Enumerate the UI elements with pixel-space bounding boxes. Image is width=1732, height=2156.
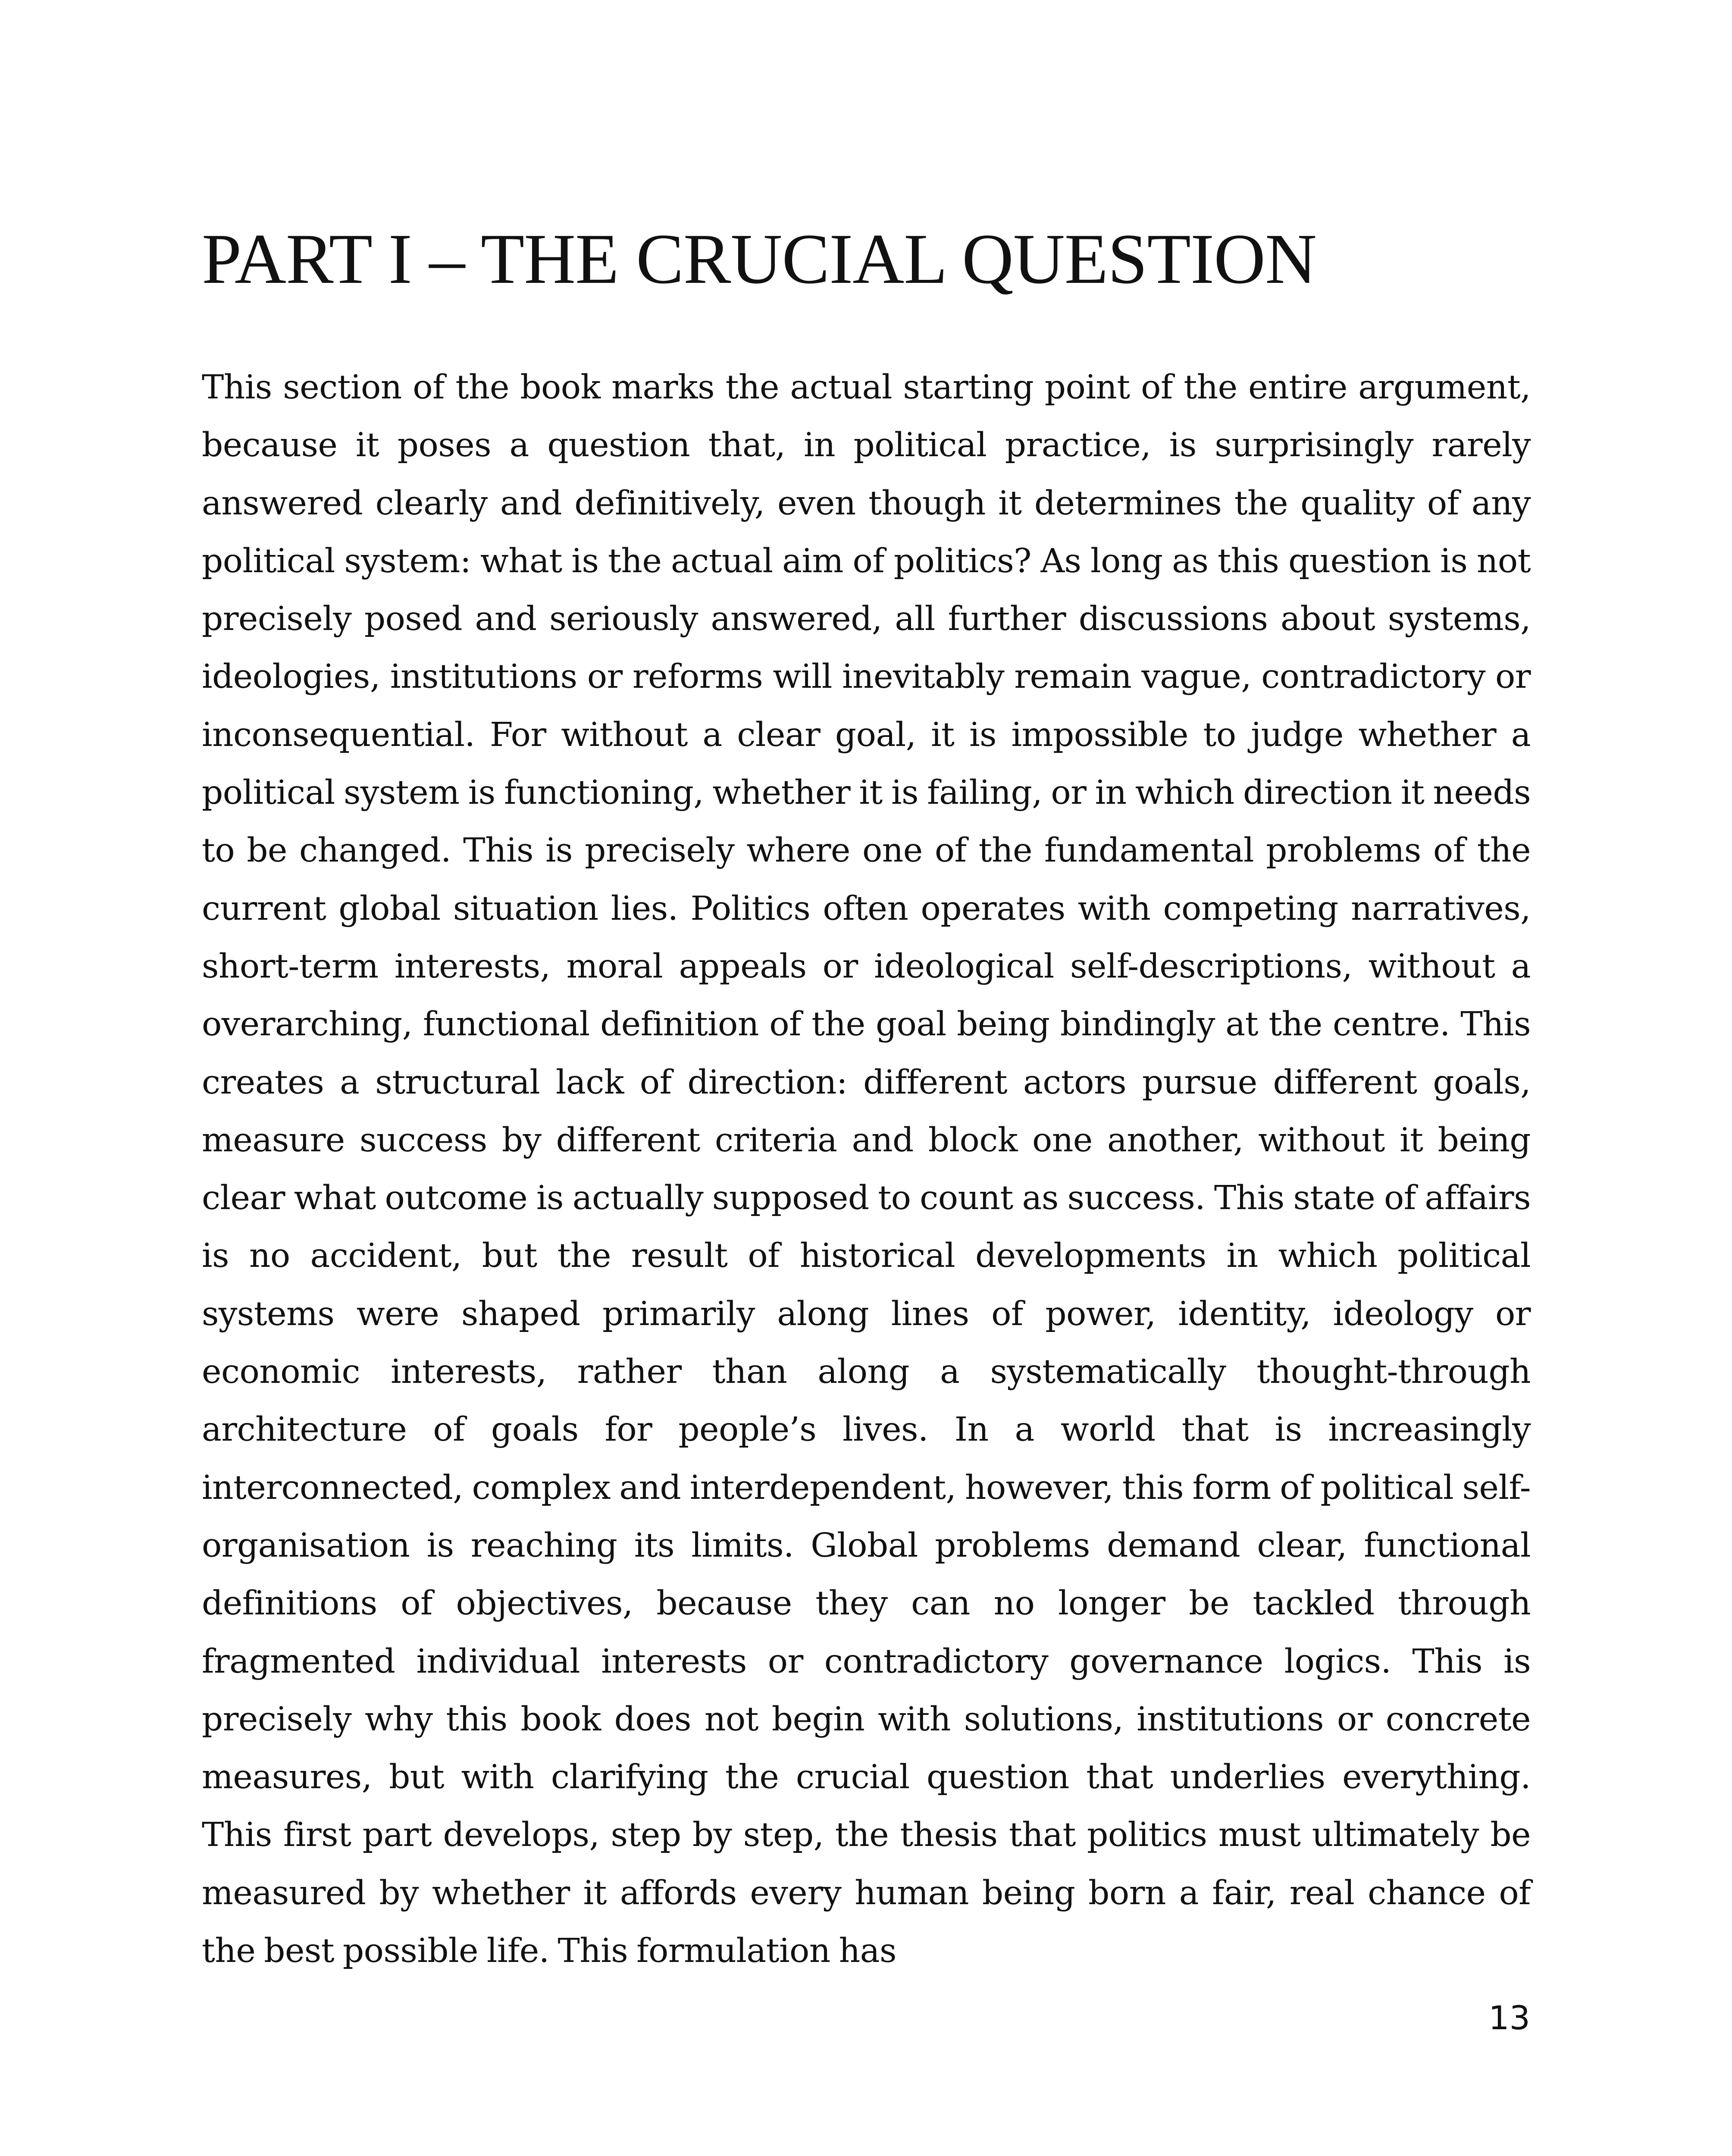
page-number: 13 [1488,1999,1530,2037]
chapter-heading: PART I – THE CRUCIAL QUESTION [202,219,1316,298]
body-paragraph: This section of the book marks the actual starting point of the entire argument, because it poses a question that, in political practice, is surprisingly rarely answered clearly and definitively, even though it determines the quality of any political system: what is the actual aim of politics? As long as this question is not precisely posed and seriously answered, all further discussions about systems, ideologies, institutions or reforms will inevitably remain vague, contradictory or inconsequential. For without a clear goal, it is impossible to judge whether a political system is functioning, whether it is failing, or in which direction it needs to be changed. This is precisely where one of the fundamental problems of the current global situation lies. Politics often operates with competing narratives, short-term interests, moral appeals or ideological self-descriptions, without a overarching, functional definition of the goal being bindingly at the centre. This creates a structural lack of direction: different actors pursue different goals, measure success by different criteria and block one another, without it being clear what outcome is actually supposed to count as success. This state of affairs is no accident, but the result of historical developments in which political systems were shaped primarily along lines of power, identity, ideology or economic interests, rather than along a systematically thought-through architecture of goals for people’s lives. In a world that is increasingly interconnected, complex and interdependent, however, this form of political self-organisation is reaching its limits. Global problems demand clear, functional definitions of objectives, because they can no longer be tackled through fragmented individual interests or contradictory governance logics. This is precisely why this book does not begin with solutions, institutions or concrete measures, but with clarifying the crucial question that underlies everything. This first part develops, step by step, the thesis that politics must ultimately be measured by whether it affords every human being born a fair, real chance of the best possible life. This formulation has [202,368,1531,1971]
